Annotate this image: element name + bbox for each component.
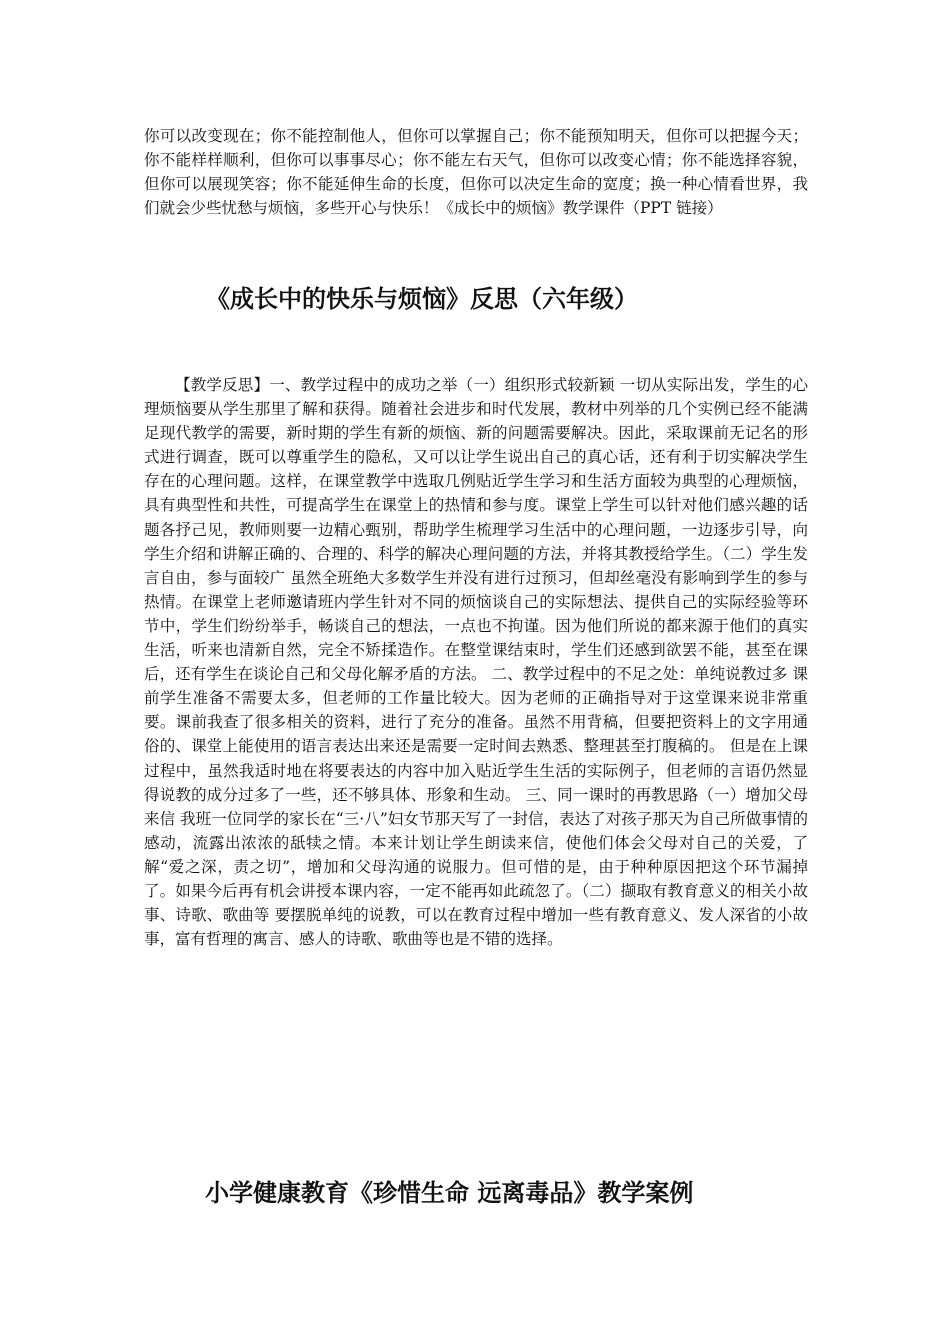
case-study-heading: 小学健康教育《珍惜生命 远离毒品》教学案例 — [205, 1178, 694, 1207]
intro-paragraph: 你可以改变现在；你不能控制他人，但你可以掌握自己；你不能预知明天，但你可以把握今天；你不能样样顺利，但你可以事事尽心；你不能左右天气，但你可以改变心情；你不能选择容貌，但你可以展现笑容；你不能延伸生命的长度，但你可以决定生命的宽度；换一种心情看世界，我们就会少些忧愁与烦恼，多些开心与快乐！《成长中的烦恼》教学课件（PPT 链接） — [144, 127, 808, 218]
reflection-paragraph: 【教学反思】一、教学过程中的成功之举（一）组织形式较新颖 一切从实际出发，学生的心理烦恼要从学生那里了解和获得。随着社会进步和时代发展，教材中列举的几个实例已经不能满足现代教学的需要，新时期的学生有新的烦恼、新的问题需要解决。因此，采取课前无记名的形式进行调查，既可以尊重学生的隐私，又可以让学生说出自己的真心话，还有利于切实解决学生存在的心理问题。这样，在课堂教学中选取几例贴近学生学习和生活方面较为典型的心理烦恼，具有典型性和共性，可提高学生在课堂上的热情和参与度。课堂上学生可以针对他们感兴趣的话题各抒己见，教师则要一边精心甄别，帮助学生梳理学习生活中的心理问题，一边逐步引导，向学生介绍和讲解正确的、合理的、科学的解决心理问题的方法，并将其教授给学生。（二）学生发言自由，参与面较广 虽然全班绝大多数学生并没有进行过预习，但却丝毫没有影响到学生的参与热情。在课堂上老师邀请班内学生针对不同的烦恼谈自己的实际想法、提供自己的实际经验等环节中，学生们纷纷举手，畅谈自己的想法，一点也不拘谨。因为他们所说的都来源于他们的真实生活，听来也清新自然，完全不矫揉造作。在整堂课结束时，学生们还感到欲罢不能，甚至在课后，还有学生在谈论自己和父母化解矛盾的方法。 二、教学过程中的不足之处：单纯说教过多 课前学生准备不需要太多，但老师的工作量比较大。因为老师的正确指导对于这堂课来说非常重要。课前我查了很多相关的资料，进行了充分的准备。虽然不用背稿，但要把资料上的文字用通俗的、课堂上能使用的语言表达出来还是需要一定时间去熟悉、整理甚至打腹稿的。 但是在上课过程中，虽然我适时地在将要表达的内容中加入贴近学生生活的实际例子，但老师的言语仍然显得说教的成分过多了一些，还不够具体、形象和生动。 三、同一课时的再教思路（一）增加父母来信 我班一位同学的家长在“三·八”妇女节那天写了一封信，表达了对孩子那天为自己所做事情的感动，流露出浓浓的舐犊之情。本来计划让学生朗读来信，使他们体会父母对自己的关爱，了解“爱之深，责之切”，增加和父母沟通的说服力。但可惜的是，由于种种原因把这个环节漏掉了。如果今后再有机会讲授本课内容，一定不能再如此疏忽了。（二）撷取有教育意义的相关小故事、诗歌、歌曲等 要摆脱单纯的说教，可以在教育过程中增加一些有教育意义、发人深省的小故事，富有哲理的寓言、感人的诗歌、歌曲等也是不错的选择。 — [144, 376, 808, 949]
reflection-heading: 《成长中的快乐与烦恼》反思（六年级） — [206, 284, 638, 313]
